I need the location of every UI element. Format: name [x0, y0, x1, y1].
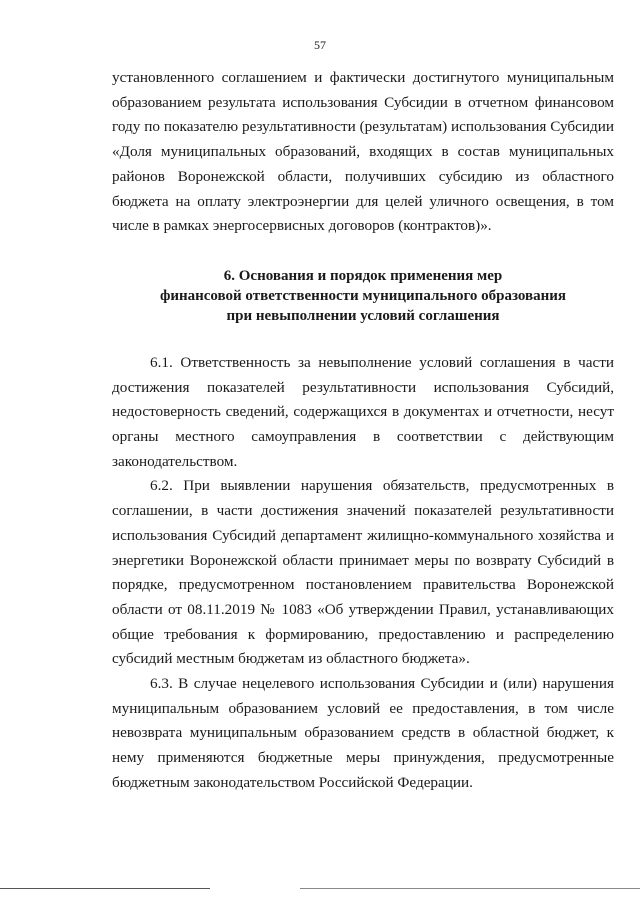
- section-heading: [112, 266, 614, 326]
- footer-rule-right: [300, 888, 640, 889]
- paragraph-6-3: 6.3. В случае нецелевого использования Субсидии и (или) нарушения муниципальным образованием условий ее предоставления, в том числе невозврата муниципальным образованием средств в областной бюджет, к нему применяются бюджетные меры принуждения, предусмотренные бюджетным законодательством Российской Федерации.: [112, 675, 614, 791]
- section-heading-line-2: финансовой ответственности муниципального образования: [159, 287, 567, 304]
- document-body: [112, 66, 614, 796]
- section-heading-line-1: 6. Основания и порядок применения мер: [223, 267, 503, 284]
- section-heading-line-3: при невыполнении условий соглашения: [226, 307, 500, 324]
- paragraph-6-1: 6.1. Ответственность за невыполнение условий соглашения в части достижения показателей результативности использования Субсидий, недостоверность сведений, содержащихся в документах и отчетности, несут органы местного самоуправления в соответствии с действующим законодательством.: [112, 353, 614, 470]
- paragraph-6-2: 6.2. При выявлении нарушения обязательств, предусмотренных в соглашении, в части достижения значений показателей результативности использования Субсидий департамент жилищно-коммунального хозяйства и энергетики Воронежской области принимает меры по возврату Субсидий в порядке, предусмотренном постановлением правительства Воронежской области от 08.11.2019 № 1083 «Об утверждении Правил, устанавливающих общие требования к формированию, предоставлению и распределению субсидий местным бюджетам из областного бюджета».: [112, 477, 614, 668]
- page-number: 57: [314, 38, 326, 52]
- footer-rule-left: [0, 888, 210, 889]
- intro-paragraph: установленного соглашением и фактически достигнутого муниципальным образованием результата использования Субсидии в отчетном финансовом году по показателю результативности (результатам) использования Субсидии «Доля муниципальных образований, входящих в состав муниципальных районов Воронежской области, получивших субсидию из областного бюджета на оплату электроэнергии для целей уличного освещения, в том числе в рамках энергосервисных договоров (контрактов)».: [112, 69, 614, 235]
